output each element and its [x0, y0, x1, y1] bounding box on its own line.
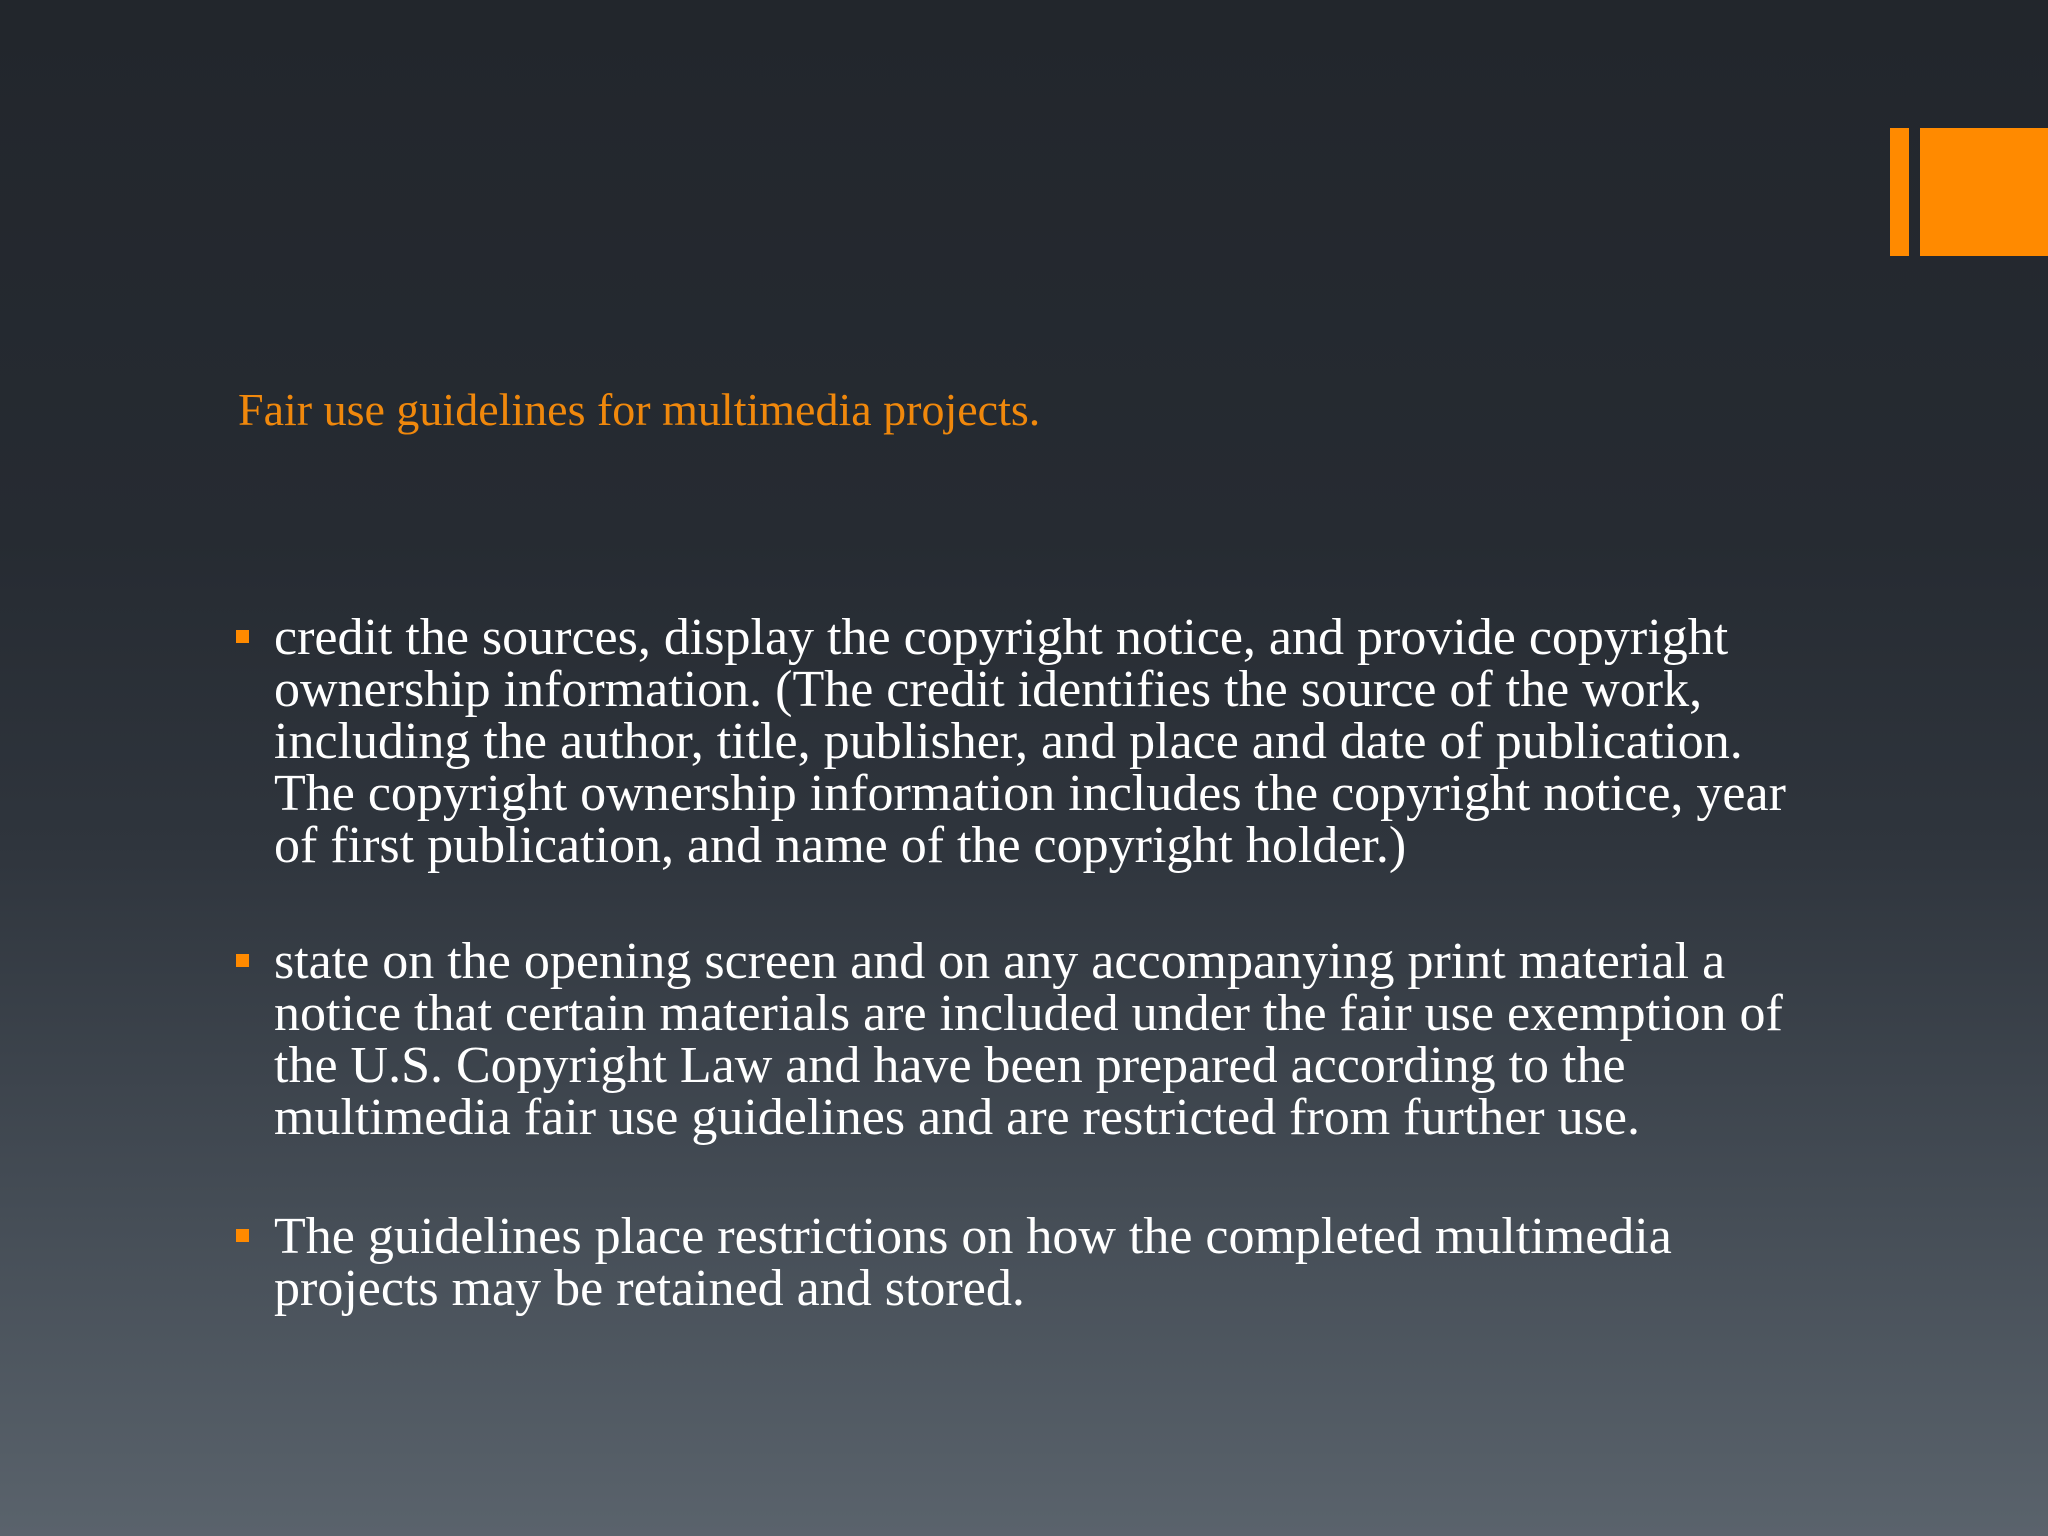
bullet-text: The guidelines place restrictions on how the completed multimedia projects may be retained and stored.	[274, 1208, 1672, 1317]
square-bullet-icon	[236, 630, 249, 643]
accent-block	[1920, 128, 2048, 256]
bullet-item	[236, 933, 1806, 1146]
bullet-text: credit the sources, display the copyright notice, and provide copyright ownership information. (The credit identifies the source of the work, including the author, title, publisher, and place and date of publication. The copyright ownership information includes the copyright notice, year of first publication, and name of the copyright holder.)	[274, 609, 1786, 874]
bullet-text: state on the opening screen and on any accompanying print material a notice that certain materials are included under the fair use exemption of the U.S. Copyright Law and have been prepared according to the multimedia fair use guidelines and are restricted from further use.	[274, 933, 1783, 1146]
square-bullet-icon	[236, 1229, 249, 1242]
bullet-list	[236, 609, 1806, 1379]
bullet-item	[236, 1208, 1806, 1317]
slide-title: Fair use guidelines for multimedia projects.	[238, 384, 1041, 435]
bullet-item	[236, 609, 1806, 874]
square-bullet-icon	[236, 954, 249, 967]
accent-bar-thin	[1890, 128, 1909, 256]
